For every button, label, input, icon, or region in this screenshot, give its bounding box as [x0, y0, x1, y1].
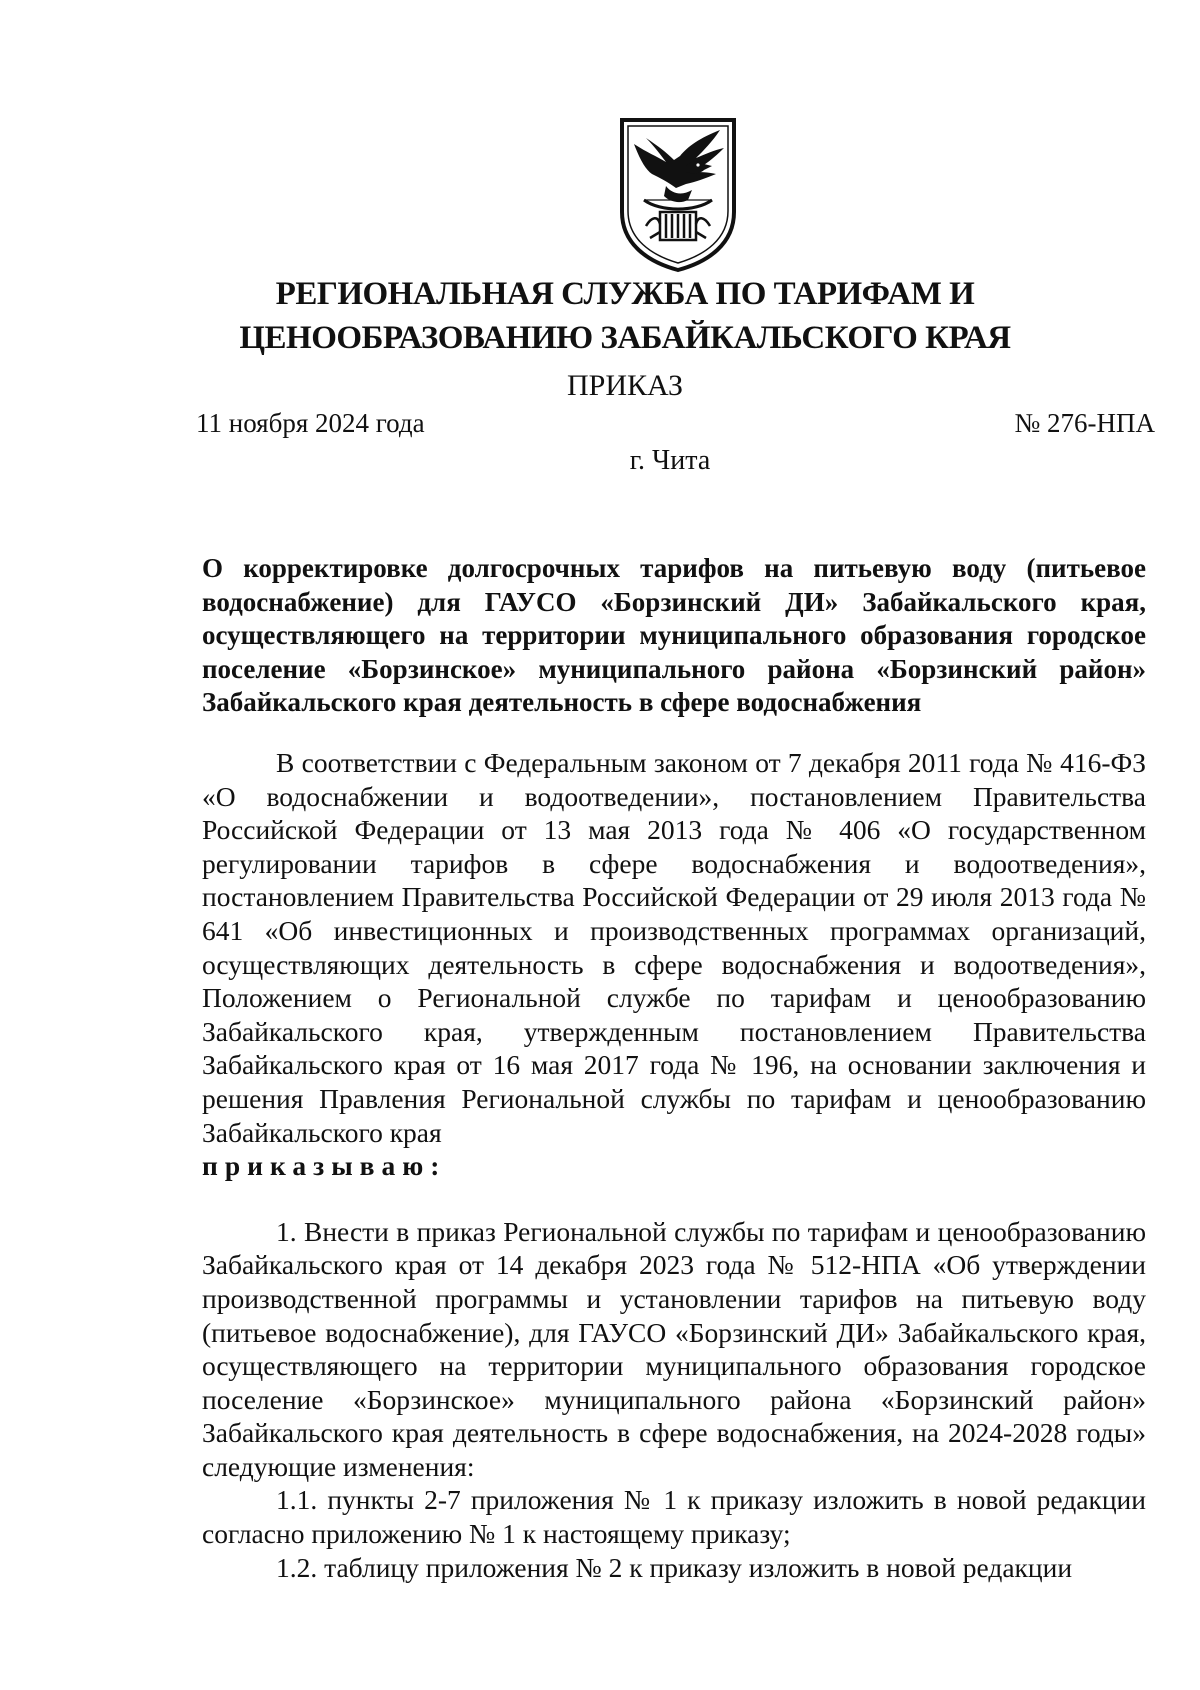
document-city: г. Чита	[629, 445, 711, 476]
order-item-1: 1. Внести в приказ Региональной службы по тарифам и ценообразованию Забайкальского края от 14 декабря 2023 года № 512-НПА «Об утверждении производственной программы и установлении тарифов на питьевую воду (питьевое водоснабжение), для ГАУСО «Борзинский ДИ» Забайкальского края, осуществляющего на территории муниципального образования городское поселение «Борзинское» муниципального района «Борзинский район» Забайкальского края деятельность в сфере водоснабжения, на 2024-2028 годы» следующие изменения:	[202, 1215, 1146, 1482]
organization-title	[200, 272, 1050, 360]
document-body	[202, 746, 1146, 1584]
document-subject: О корректировке долгосрочных тарифов на питьевую воду (питьевое водоснабжение) для ГАУСО «Борзинский ДИ» Забайкальского края, осуществляющего на территории муниципального образования городское поселение «Борзинское» муниципального района «Борзинский район» Забайкальского края деятельность в сфере водоснабжения	[202, 553, 1146, 717]
organization-title-line-1: РЕГИОНАЛЬНАЯ СЛУЖБА ПО ТАРИФАМ И	[275, 276, 975, 312]
coat-of-arms-icon	[616, 116, 740, 274]
document-type: ПРИКАЗ	[567, 369, 683, 402]
order-keyword: приказываю:	[202, 1150, 447, 1182]
document-date: 11 ноября 2024 года	[196, 408, 425, 438]
preamble-paragraph: В соответствии с Федеральным законом от 7 декабря 2011 года № 416-ФЗ «О водоснабжении и водоотведении», постановлением Правительства Российской Федерации от 13 мая 2013 года № 406 «О государственном регулировании тарифов в сфере водоснабжения и водоотведения», постановлением Правительства Российской Федерации от 29 июля 2013 года № 641 «Об инвестиционных и производственных программах организаций, осуществляющих деятельность в сфере водоснабжения и водоотведения», Положением о Региональной службе по тарифам и ценообразованию Забайкальского края, утвержденным постановлением Правительства Забайкальского края от 16 мая 2017 года № 196, на основании заключения и решения Правления Региональной службы по тарифам и ценообразованию Забайкальского края	[202, 747, 1146, 1148]
document-number: № 276-НПА	[1014, 408, 1155, 438]
order-item-1-2: 1.2. таблицу приложения № 2 к приказу изложить в новой редакции	[276, 1551, 1073, 1583]
order-item-1-1: 1.1. пункты 2-7 приложения № 1 к приказу изложить в новой редакции согласно приложению № 1 к настоящему приказу;	[202, 1484, 1146, 1550]
organization-title-line-2: ЦЕНООБРАЗОВАНИЮ ЗАБАЙКАЛЬСКОГО КРАЯ	[239, 320, 1011, 356]
spacer	[202, 1183, 1146, 1215]
